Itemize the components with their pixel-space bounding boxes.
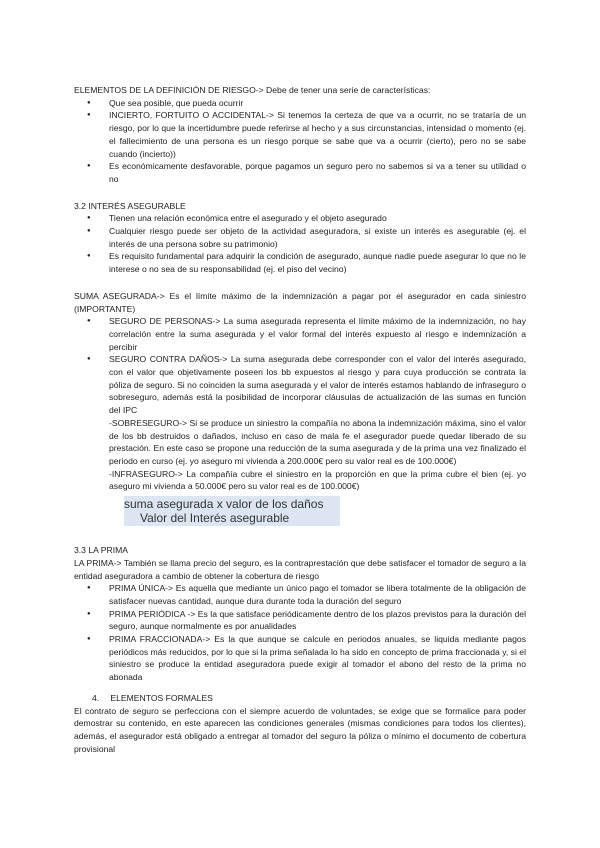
sum-insured-intro: SUMA ASEGURADA-> Es el límite máximo de la indemnización a pagar por el asegurador en cada siniestro (IMPORTANTE)	[74, 290, 526, 314]
sum-insured-list	[74, 315, 526, 493]
list-item: ● Tienen una relación económica entre el asegurado y el objeto asegurado	[74, 212, 526, 225]
premium-intro: LA PRIMA-> También se llama precio del seguro, es la contraprestación que debe satisfacer el tomador de seguro a la entidad aseguradora a cambio de obtener la cobertura de riesgo	[74, 557, 526, 581]
list-item	[74, 353, 526, 493]
premium-list	[74, 582, 526, 684]
list-item: ● PRIMA ÚNICA-> Es aquella que mediante un único pago el tomador se libera totalmente de la obligación de satisfacer nuevas cantidad, aunque dura durante toda la duración del seguro	[74, 582, 526, 607]
list-item: ● PRIMA FRACCIONADA-> Es la que aunque se calcule en periodos anuales, se liquida mediante pagos periódicos más reducidos, por lo que si la prima señalada lo ha sido en concepto de prima fraccionada y, si el siniestro se produce la entidad aseguradora puede exigir al tomador el abono del resto de la prima no abonada	[74, 633, 526, 684]
list-item: ● Cualquier riesgo puede ser objeto de la actividad aseguradora, si existe un interés es asegurable (ej. el interés de una persona sobre su patrimonio)	[74, 225, 526, 250]
formal-elements-heading	[74, 692, 526, 705]
list-item: ● INCIERTO, FORTUITO O ACCIDENTAL-> Si tenemos la certeza de que va a ocurrir, no se trataría de un riesgo, por lo que la incertidumbre puede referirse al hecho y a sus circunstancias, intensidad o momento (ej. el fallecimiento de una persona es un riesgo porque se sabe que va a ocurrir (cierto), pero no se sabe cuando (incierto))	[74, 109, 526, 160]
list-item: ● Es económicamente desfavorable, porque pagamos un seguro pero no sabemos si va a tener su utilidad o no	[74, 160, 526, 185]
overinsurance-text: -SOBRESEGURO-> Si se produce un siniestro la compañía no abona la indemnización máxima, sino el valor de los bb destruidos o dañados, incluso en caso de mala fe el asegurador puede quedar liberado de su prestación. En este caso se propone una reducción de la suma asegurada y de la prima una vez finalizado el periodo en curso (ej. yo aseguro mi vivienda a 200.000€ pero su valor real es de 100.000€)	[109, 417, 526, 466]
document-page	[74, 84, 526, 755]
damage-insurance-text: SEGURO CONTRA DAÑOS-> La suma asegurada debe corresponder con el valor del interés asegurado, con el valor que objetivamente poseen los bb expuestos al riesgo y para cuya producción se contrata la póliza de seguro. Si no coinciden la suma asegurada y el valor de interés estamos hablando de infraseguro o sobreseguro, además está la posibilidad de incorporar cláusulas de actualización de las sumas en función del IPC	[109, 354, 526, 416]
underinsurance-text: -INFRASEGURO-> La compañía cubre el siniestro en la proporción en que la prima cubre el bien (ej. yo aseguro mi vivienda a 50.000€ pero su valor real es de 100.000€)	[109, 468, 526, 492]
risk-elements-list	[74, 97, 526, 186]
section-title: ELEMENTOS FORMALES	[110, 692, 213, 703]
formula-numerator: suma asegurada x valor de los daños	[124, 497, 324, 512]
proportional-rule-formula	[124, 496, 340, 526]
formal-elements-body: El contrato de seguro se perfecciona con el siempre acuerdo de voluntades, se exige que se formalice para poder demostrar su contenido, en este aparecen las condiciones generales (mismas condiciones para todos los clientes), además, el asegurador está obligado a entregar al tomador del seguro la póliza o mínimo el documento de cobertura provisional	[74, 705, 526, 754]
risk-elements-heading: ELEMENTOS DE LA DEFINICIÓN DE RIESGO-> Debe de tener una serie de características:	[74, 85, 431, 95]
list-item: ● SEGURO DE PERSONAS-> La suma asegurada representa el límite máximo de la indemnización, no hay correlación entre la suma asegurada y el valor formal del interés expuesto al riesgo e indemnización a percibir	[74, 315, 526, 353]
premium-heading: 3.3 LA PRIMA	[74, 545, 128, 556]
list-item: ● Es requisito fundamental para adquirir la condición de asegurado, aunque nadie puede asegurar lo que no le interese o no sea de su responsabilidad (ej. el piso del vecino)	[74, 250, 526, 275]
insurable-interest-heading: 3.2 INTERÉS ASEGURABLE	[74, 200, 186, 211]
formula-denominator: Valor del Interés asegurable	[140, 511, 290, 526]
list-item: ● Que sea posible, que pueda ocurrir	[74, 97, 526, 110]
section-number: 4.	[92, 692, 100, 703]
list-item: ● PRIMA PERIÓDICA -> Es la que satisface periódicamente dentro de los plazos previstos para la duración del seguro, aunque normalmente es por anualidades	[74, 608, 526, 633]
insurable-interest-list	[74, 212, 526, 276]
